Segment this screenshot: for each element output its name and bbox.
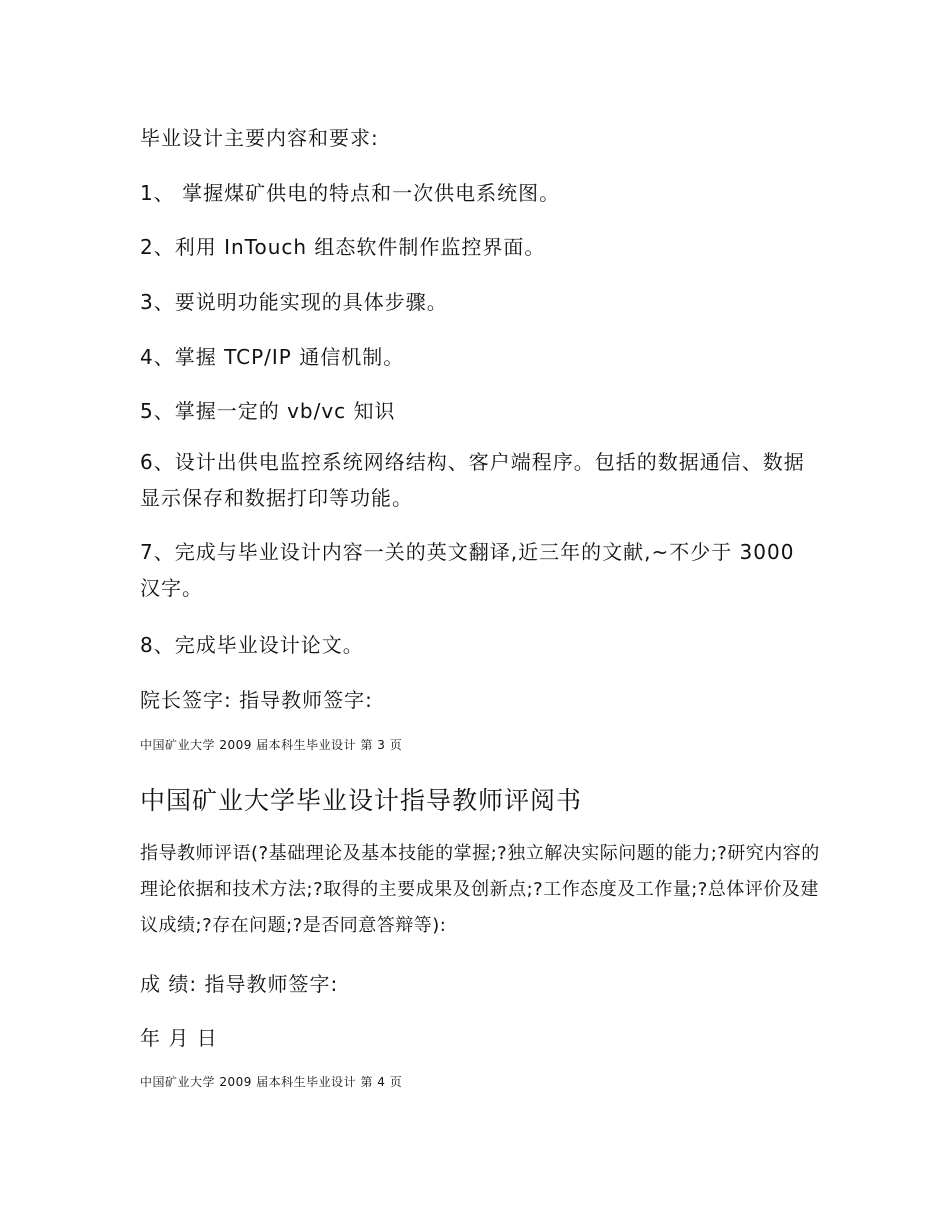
review-heading: 中国矿业大学毕业设计指导教师评阅书 — [140, 786, 583, 815]
requirement-item: 1、 掌握煤矿供电的特点和一次供电系统图。 — [140, 181, 561, 205]
date-line: 年 月 日 — [140, 1026, 218, 1050]
page-footer: 中国矿业大学 2009 届本科生毕业设计 第 3 页 — [140, 738, 403, 752]
requirement-item: 8、完成毕业设计论文。 — [140, 633, 364, 657]
requirement-item: 5、掌握一定的 vb/vc 知识 — [140, 399, 396, 423]
requirement-item: 7、完成与毕业设计内容一关的英文翻译,近三年的文献,~不少于 3000 汉字。 — [140, 540, 795, 600]
signature-line: 院长签字: 指导教师签字: — [140, 688, 373, 712]
requirement-item: 6、设计出供电监控系统网络结构、客户端程序。包括的数据通信、数据显示保存和数据打印等功能。 — [140, 450, 805, 510]
requirement-item: 2、利用 InTouch 组态软件制作监控界面。 — [140, 235, 546, 259]
page-footer: 中国矿业大学 2009 届本科生毕业设计 第 4 页 — [140, 1075, 403, 1089]
requirement-item: 3、要说明功能实现的具体步骤。 — [140, 290, 448, 314]
requirement-item: 4、掌握 TCP/IP 通信机制。 — [140, 345, 405, 369]
requirements-title: 毕业设计主要内容和要求: — [140, 126, 379, 150]
grade-signature-line: 成 绩: 指导教师签字: — [140, 972, 339, 996]
advisor-comment: 指导教师评语(?基础理论及基本技能的掌握;?独立解决实际问题的能力;?研究内容的理论依据和技术方法;?取得的主要成果及创新点;?工作态度及工作量;?总体评价及建议成绩;?存在问题;?是否同意答辩等): — [140, 843, 820, 936]
